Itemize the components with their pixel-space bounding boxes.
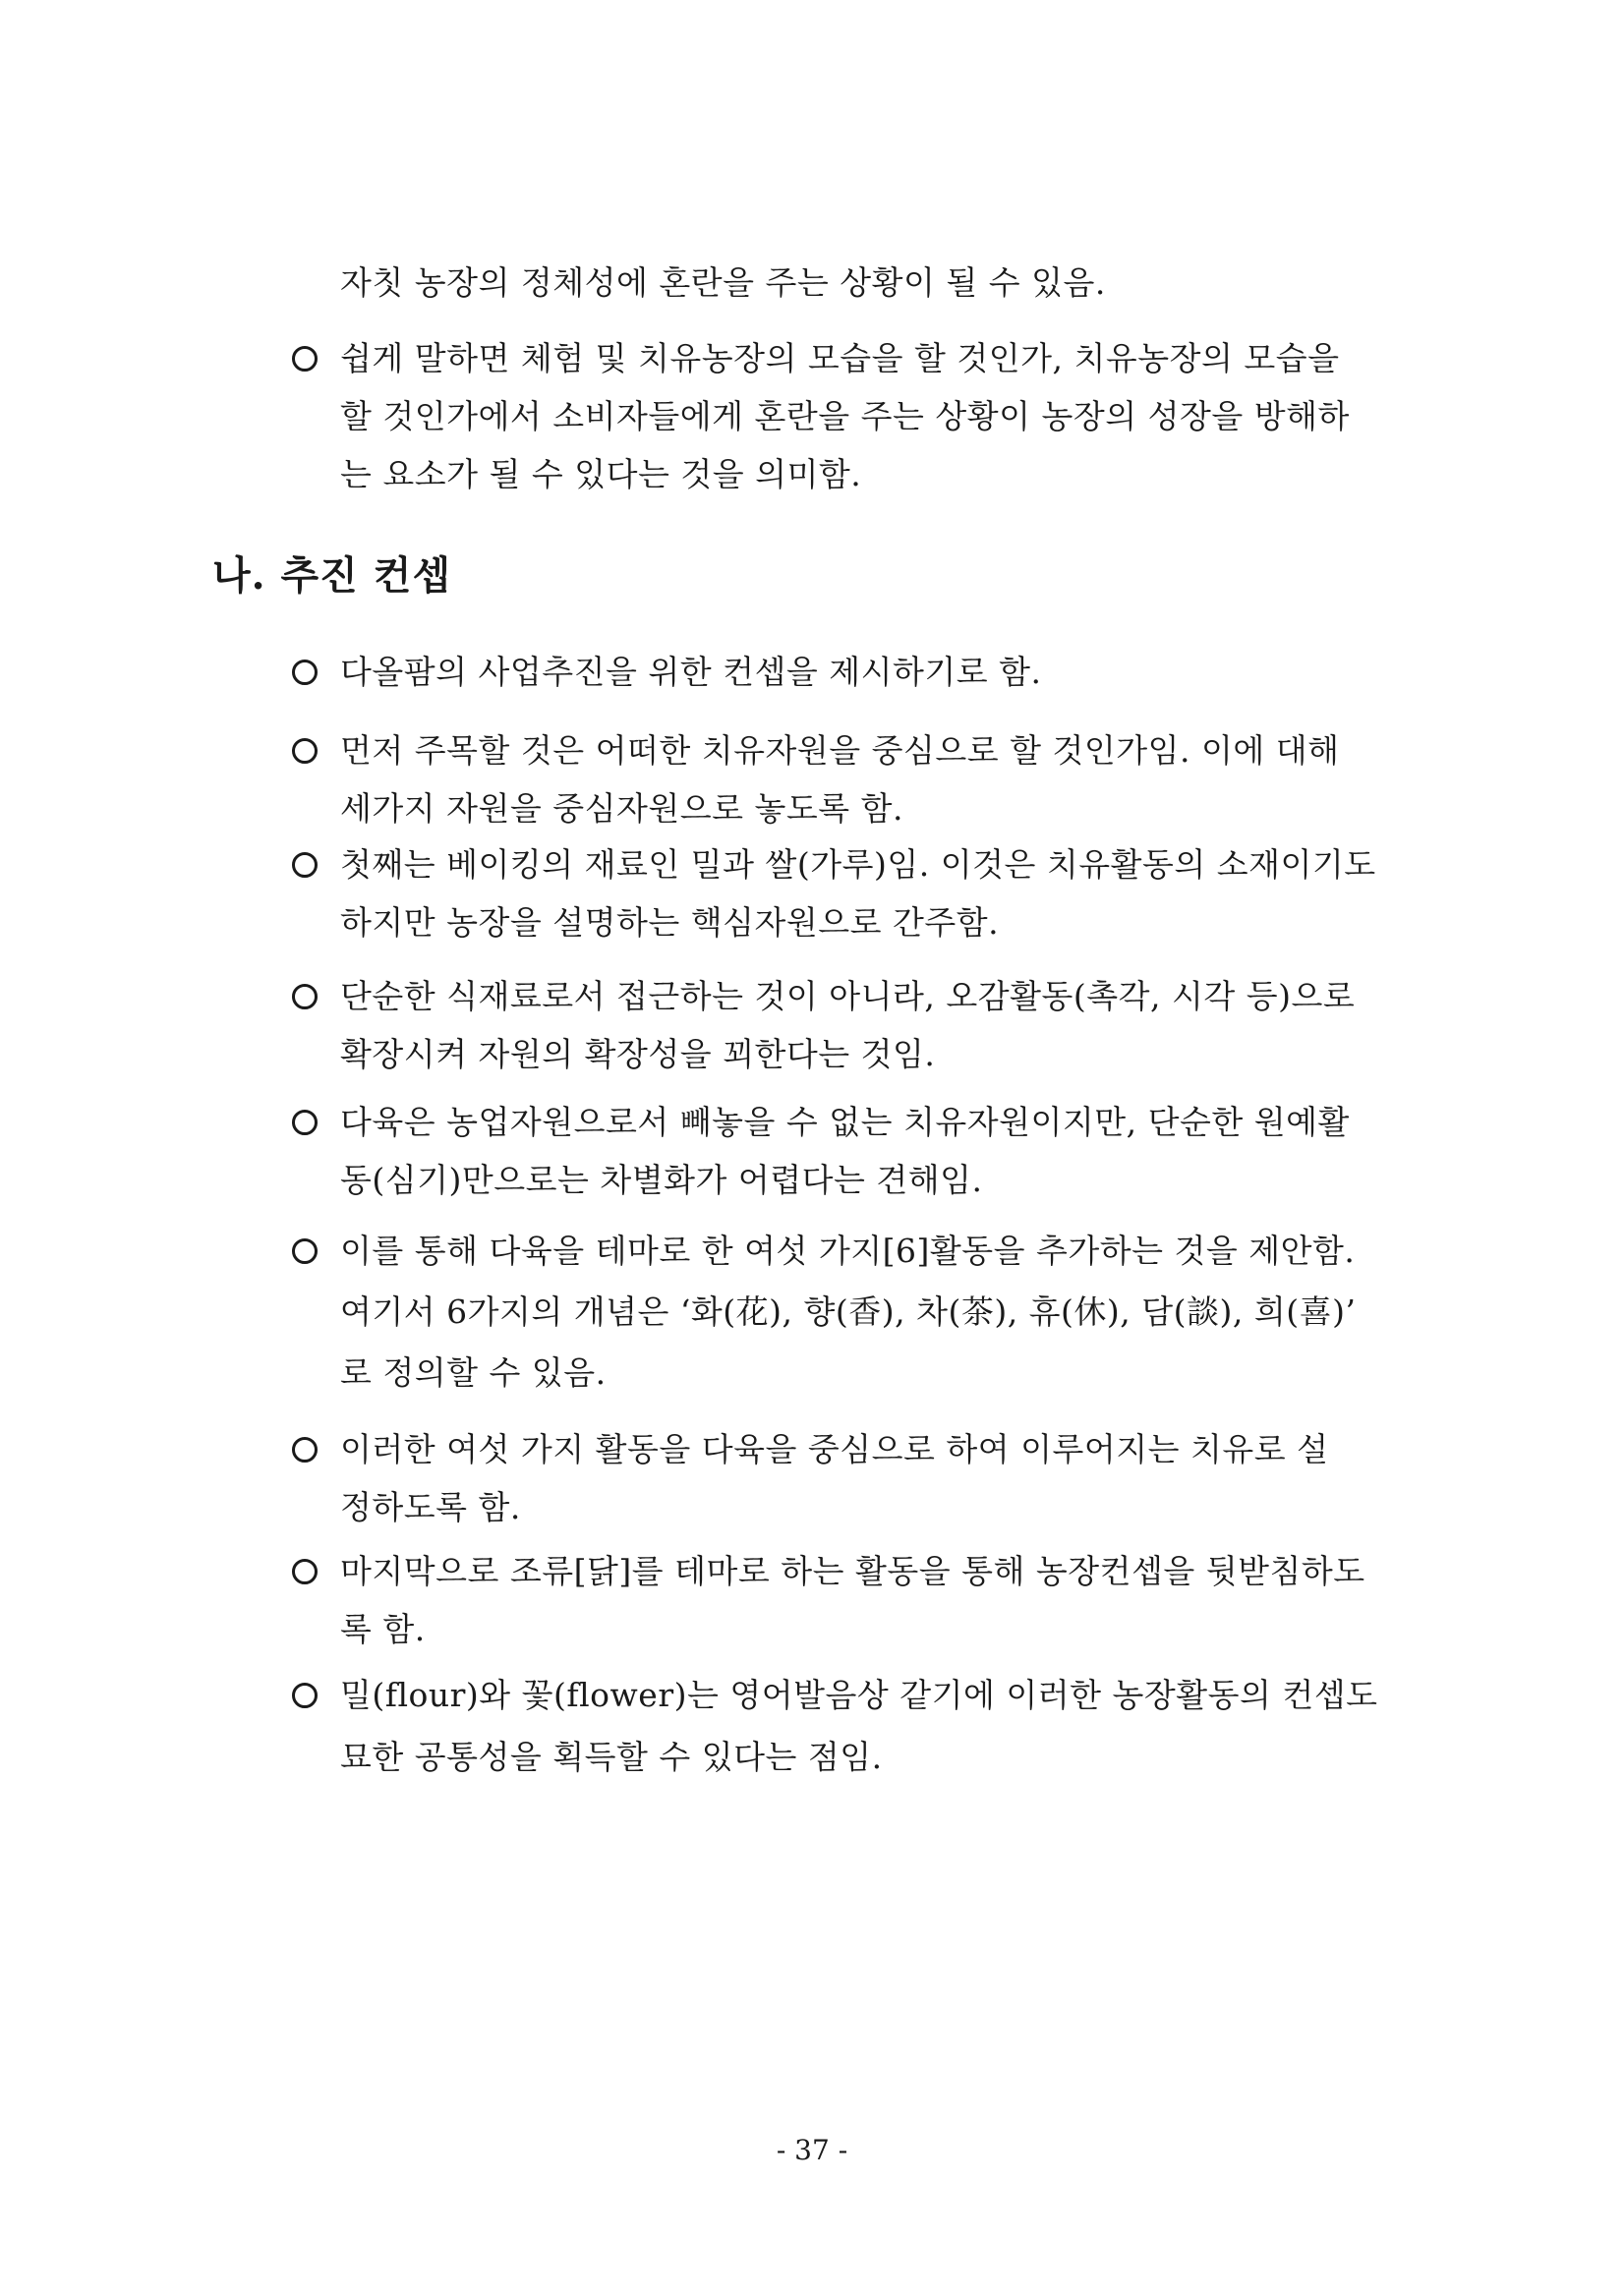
circle-bullet-icon	[292, 1238, 318, 1264]
circle-bullet-icon	[292, 660, 318, 685]
circle-bullet-icon	[292, 1437, 318, 1463]
intro-line: 자칫 농장의 정체성에 혼란을 주는 상황이 될 수 있음.	[340, 263, 1106, 302]
item-line: 는 요소가 될 수 있다는 것을 의미함.	[340, 455, 862, 493]
item-line: 할 것인가에서 소비자들에게 혼란을 주는 상황이 농장의 성장을 방해하	[340, 397, 1350, 435]
item-line: 이를 통해 다육을 테마로 한 여섯 가지[6]활동을 추가하는 것을 제안함.	[340, 1232, 1356, 1270]
item-line: 여기서 6가지의 개념은 ‘화(花), 향(香), 차(茶), 휴(休), 담(談), 희(喜)’	[340, 1292, 1357, 1331]
item-line: 쉽게 말하면 체험 및 치유농장의 모습을 할 것인가, 치유농장의 모습을	[340, 339, 1340, 377]
item-line: 단순한 식재료로서 접근하는 것이 아니라, 오감활동(촉각, 시각 등)으로	[340, 977, 1356, 1015]
circle-bullet-icon	[292, 1110, 318, 1135]
page-number: - 37 -	[776, 2134, 848, 2166]
circle-bullet-icon	[292, 1683, 318, 1708]
item-line: 정하도록 함.	[340, 1488, 521, 1526]
circle-bullet-icon	[292, 852, 318, 878]
item-line: 확장시켜 자원의 확장성을 꾀한다는 것임.	[340, 1035, 936, 1073]
item-line: 다육은 농업자원으로서 빼놓을 수 없는 치유자원이지만, 단순한 원예활	[340, 1103, 1350, 1141]
section-heading: 나. 추진 컨셉	[212, 552, 451, 599]
item-line: 다올팜의 사업추진을 위한 컨셉을 제시하기로 함.	[340, 653, 1042, 691]
item-line: 동(심기)만으로는 차별화가 어렵다는 견해임.	[340, 1161, 983, 1199]
circle-bullet-icon	[292, 984, 318, 1009]
circle-bullet-icon	[292, 738, 318, 764]
item-line: 먼저 주목할 것은 어떠한 치유자원을 중심으로 할 것인가임. 이에 대해	[340, 731, 1340, 770]
item-line: 첫째는 베이킹의 재료인 밀과 쌀(가루)임. 이것은 치유활동의 소재이기도	[340, 845, 1376, 884]
item-line: 세가지 자원을 중심자원으로 놓도록 함.	[340, 789, 903, 828]
item-line: 마지막으로 조류[닭]를 테마로 하는 활동을 통해 농장컨셉을 뒷받침하도	[340, 1552, 1365, 1590]
item-line: 이러한 여섯 가지 활동을 다육을 중심으로 하여 이루어지는 치유로 설	[340, 1430, 1329, 1468]
item-line: 밀(flour)와 꽃(flower)는 영어발음상 같기에 이러한 농장활동의 컨셉도	[340, 1676, 1378, 1714]
item-line: 묘한 공통성을 획득할 수 있다는 점임.	[340, 1738, 883, 1776]
circle-bullet-icon	[292, 1559, 318, 1584]
item-line: 하지만 농장을 설명하는 핵심자원으로 간주함.	[340, 903, 1000, 942]
item-line: 록 함.	[340, 1610, 426, 1648]
item-line: 로 정의할 수 있음.	[340, 1353, 607, 1392]
circle-bullet-icon	[292, 346, 318, 372]
